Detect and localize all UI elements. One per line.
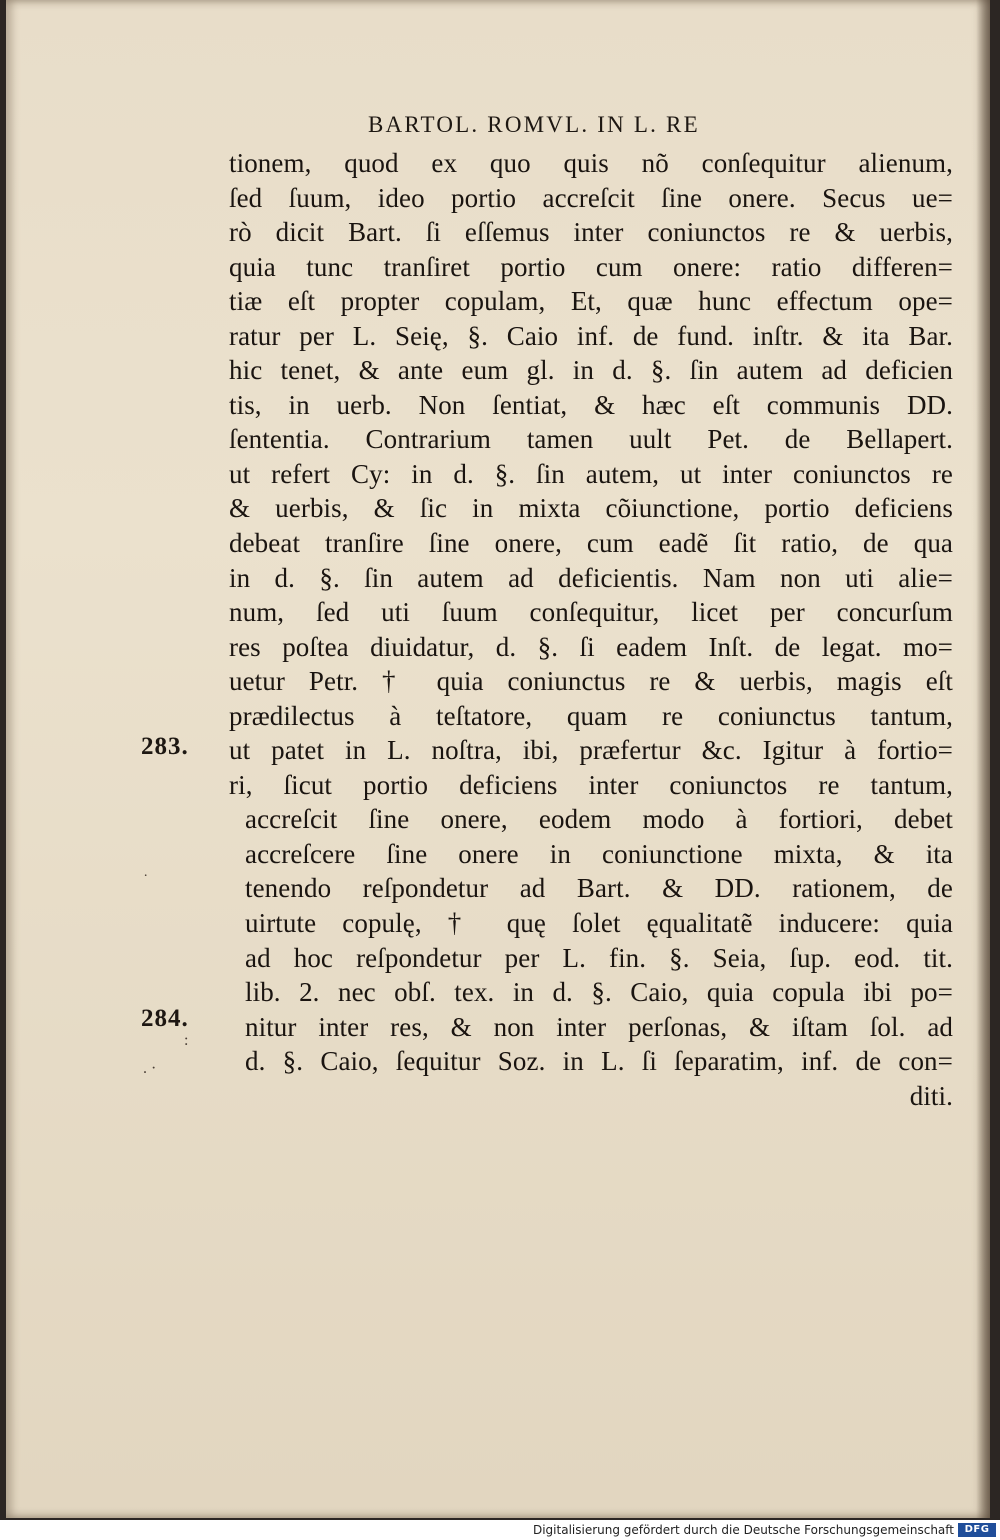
text-line: num, ſed uti ſuum conſequitur, licet per concurſum [229,597,953,628]
text-line: hic tenet, & ante eum gl. in d. §. ſin autem ad deficien [229,355,953,386]
text-line: tenendo reſpondetur ad Bart. & DD. rationem, de [245,873,953,904]
text-line: debeat tranſire ſine onere, cum eadẽ ſit ratio, de qua [229,528,953,559]
ink-speck: . · [143,1060,157,1077]
text-line: lib. 2. nec obſ. tex. in d. §. Caio, quia copula ibi po= [245,977,953,1008]
text-line: d. §. Caio, ſequitur Soz. in L. ſi ſeparatim, inf. de con= [245,1046,953,1077]
text-line: uirtute copulę, † quę ſolet ęqualitatẽ inducere: quia [245,908,953,939]
text-line: ratur per L. Seię, §. Caio inf. de fund. inſtr. & ita Bar. [229,320,953,351]
digitization-credit: Digitalisierung gefördert durch die Deutsche Forschungsgemeinschaft [532,1523,954,1537]
margin-number: 284. [141,1005,189,1032]
text-line: accreſcit ſine onere, eodem modo à fortiori, debet [245,804,953,835]
text-line: res poſtea diuidatur, d. §. ſi eadem Inſt. de legat. mo= [229,631,953,662]
text-line: ad hoc reſpondetur per L. fin. §. Seia, ſup. eod. tit. [245,942,953,973]
text-line: diti. [909,1080,953,1111]
text-line: rò dicit Bart. ſi eſſemus inter coniunctos re & uerbis, [229,217,953,248]
margin-number: 283. [141,733,189,760]
text-line: tionem, quod ex quo quis nõ conſequitur alienum, [229,148,953,178]
body-text [229,146,953,1113]
text-line: ri, ſicut portio deficiens inter coniunctos re tantum, [229,769,953,800]
dfg-logo: DFG [958,1523,996,1537]
text-line: in d. §. ſin autem ad deficientis. Nam non uti alie= [229,562,953,593]
footer-bar [0,1520,1000,1540]
page-edge-shadow [976,0,990,1518]
text-line: prædilectus à teſtatore, quam re coniunctus tantum, [229,700,953,731]
text-line: accreſcere ſine onere in coniunctione mixta, & ita [245,838,953,869]
running-header: BARTOL. ROMVL. IN L. RE [368,112,700,137]
text-line: quia tunc tranſiret portio cum onere: ratio differen= [229,251,953,282]
text-line: tiæ eſt propter copulam, Et, quæ hunc effectum ope= [229,286,953,317]
text-line: & uerbis, & ſic in mixta cõiunctione, portio deficiens [229,493,953,524]
text-line: ſed ſuum, ideo portio accreſcit ſine onere. Secus ue= [229,182,953,213]
ink-speck: ˙ [143,872,149,889]
text-line: tis, in uerb. Non ſentiat, & hæc eſt communis DD. [229,389,953,420]
text-line: ut refert Cy: in d. §. ſin autem, ut inter coniunctos re [229,458,953,489]
text-line: nitur inter res, & non inter perſonas, & iſtam ſol. ad [245,1011,953,1042]
text-line: ſententia. Contrarium tamen uult Pet. de Bellapert. [229,424,953,455]
ink-speck: : [184,1032,189,1049]
text-line: ut patet in L. noſtra, ibi, præfertur &c. Igitur à fortio= [229,735,953,766]
text-line: uetur Petr. † quia coniunctus re & uerbis, magis eſt [229,666,953,697]
